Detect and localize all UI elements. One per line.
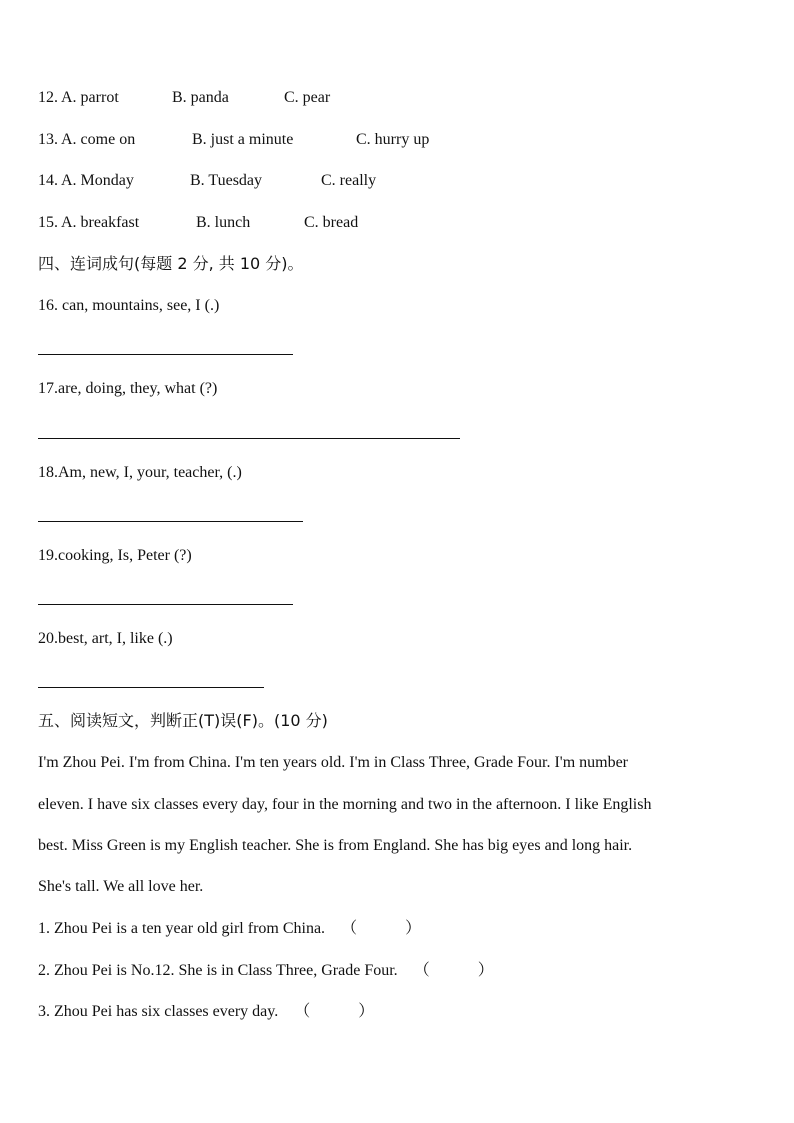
option-b: B. just a minute xyxy=(192,131,294,148)
option-a: A. come on xyxy=(61,131,136,148)
answer-line[interactable] xyxy=(38,438,460,439)
true-false-statement xyxy=(38,919,421,939)
answer-parentheses[interactable]: （ ） xyxy=(413,962,494,979)
section-heading-4: 四、连词成句(每题 2 分, 共 10 分)。 xyxy=(38,254,304,273)
item-number: 14. xyxy=(38,172,58,189)
option-a: A. parrot xyxy=(61,89,119,106)
option-c: C. really xyxy=(321,172,377,189)
question-prompt: 20.best, art, I, like (.) xyxy=(38,630,173,647)
passage-line: I'm Zhou Pei. I'm from China. I'm ten years old. I'm in Class Three, Grade Four. I'm number xyxy=(38,754,629,771)
option-b: B. panda xyxy=(172,89,229,106)
passage-line: She's tall. We all love her. xyxy=(38,878,204,895)
true-false-statement xyxy=(38,961,494,981)
option-a: A. Monday xyxy=(61,172,134,189)
statement-text: 3. Zhou Pei has six classes every day. xyxy=(38,1003,279,1020)
option-c: C. bread xyxy=(304,214,359,231)
answer-line[interactable] xyxy=(38,604,293,605)
statement-text: 2. Zhou Pei is No.12. She is in Class Three, Grade Four. xyxy=(38,962,398,979)
answer-line[interactable] xyxy=(38,354,293,355)
item-number: 15. xyxy=(38,214,58,231)
option-c: C. pear xyxy=(284,89,331,106)
option-a: A. breakfast xyxy=(61,214,140,231)
section-heading-5: 五、阅读短文，判断正(T)误(F)。(10 分) xyxy=(38,711,328,730)
question-prompt: 17.are, doing, they, what (?) xyxy=(38,380,218,397)
answer-parentheses[interactable]: （ ） xyxy=(341,920,422,937)
question-prompt: 16. can, mountains, see, I (.) xyxy=(38,297,220,314)
true-false-statement xyxy=(38,1002,374,1022)
question-prompt: 19.cooking, Is, Peter (?) xyxy=(38,547,192,564)
answer-line[interactable] xyxy=(38,687,264,688)
option-c: C. hurry up xyxy=(356,131,430,148)
item-number: 13. xyxy=(38,131,58,148)
item-number: 12. xyxy=(38,89,58,106)
question-prompt: 18.Am, new, I, your, teacher, (.) xyxy=(38,464,242,481)
option-b: B. lunch xyxy=(196,214,251,231)
passage-line: best. Miss Green is my English teacher. She is from England. She has big eyes and long hair. xyxy=(38,837,633,854)
statement-text: 1. Zhou Pei is a ten year old girl from China. xyxy=(38,920,326,937)
option-b: B. Tuesday xyxy=(190,172,263,189)
passage-line: eleven. I have six classes every day, four in the morning and two in the afternoon. I like English xyxy=(38,796,652,813)
answer-parentheses[interactable]: （ ） xyxy=(294,1003,375,1020)
answer-line[interactable] xyxy=(38,521,303,522)
